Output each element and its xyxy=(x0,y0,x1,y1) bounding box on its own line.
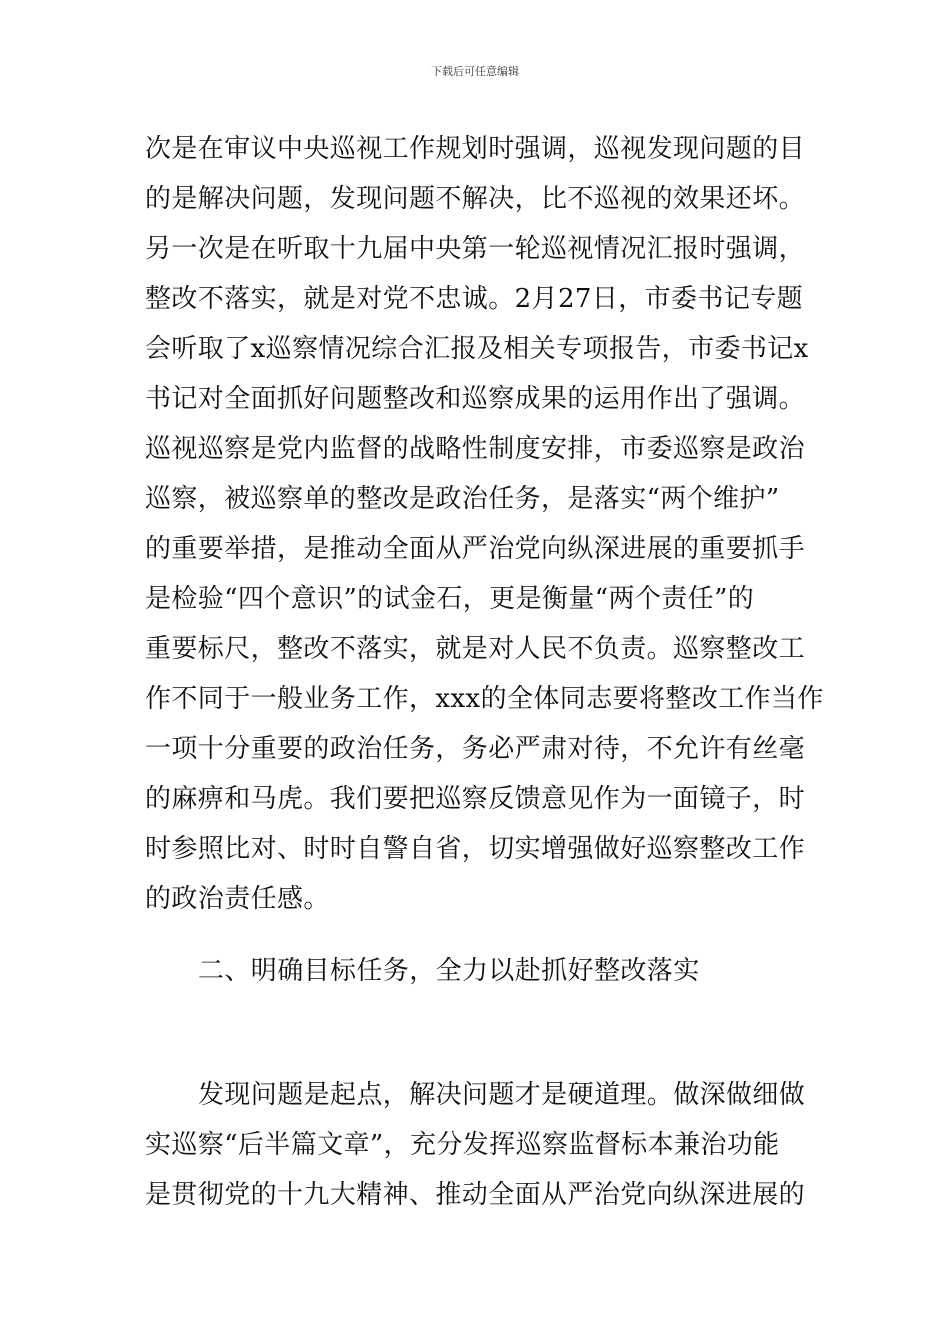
section-heading: 二、明确目标任务，全力以赴抓好整改落实 xyxy=(198,956,700,986)
text-line: 书记对全面抓好问题整改和巡察成果的运用作出了强调。 xyxy=(145,384,806,414)
text-line: 作不同于一般业务工作，xxx的全体同志要将整改工作当作 xyxy=(145,684,824,714)
text-line: 会听取了x巡察情况综合汇报及相关专项报告，市委书记x xyxy=(145,334,809,364)
text-line: 的麻痹和马虎。我们要把巡察反馈意见作为一面镜子，时 xyxy=(145,784,806,814)
text-line: 巡视巡察是党内监督的战略性制度安排，市委巡察是政治 xyxy=(145,434,806,464)
text-line: 重要标尺，整改不落实，就是对人民不负责。巡察整改工 xyxy=(145,634,806,664)
text-line: 整改不落实，就是对党不忠诚。2月27日，市委书记专题 xyxy=(145,284,804,314)
text-line: 另一次是在听取十九届中央第一轮巡视情况汇报时强调， xyxy=(145,234,806,264)
text-line: 是检验“四个意识”的试金石，更是衡量“两个责任”的 xyxy=(145,584,755,614)
text-line: 一项十分重要的政治任务，务必严肃对待，不允许有丝毫 xyxy=(145,734,806,764)
text-line: 是贯彻党的十九大精神、推动全面从严治党向纵深进展的 xyxy=(145,1180,806,1210)
text-line: 巡察，被巡察单的整改是政治任务，是落实“两个维护” xyxy=(145,484,780,514)
page-header: 下载后可任意编辑 xyxy=(431,65,519,78)
text-line: 时参照比对、时时自警自省，切实增强做好巡察整改工作 xyxy=(145,834,806,864)
text-line: 的是解决问题，发现问题不解决，比不巡视的效果还坏。 xyxy=(145,184,806,214)
text-line: 次是在审议中央巡视工作规划时强调，巡视发现问题的目 xyxy=(145,134,806,164)
text-line: 实巡察“后半篇文章”，充分发挥巡察监督标本兼治功能 xyxy=(145,1130,780,1160)
text-line: 发现问题是起点，解决问题才是硬道理。做深做细做 xyxy=(198,1080,806,1110)
text-line: 的重要举措，是推动全面从严治党向纵深进展的重要抓手 xyxy=(145,534,806,564)
text-line: 的政治责任感。 xyxy=(145,884,330,914)
